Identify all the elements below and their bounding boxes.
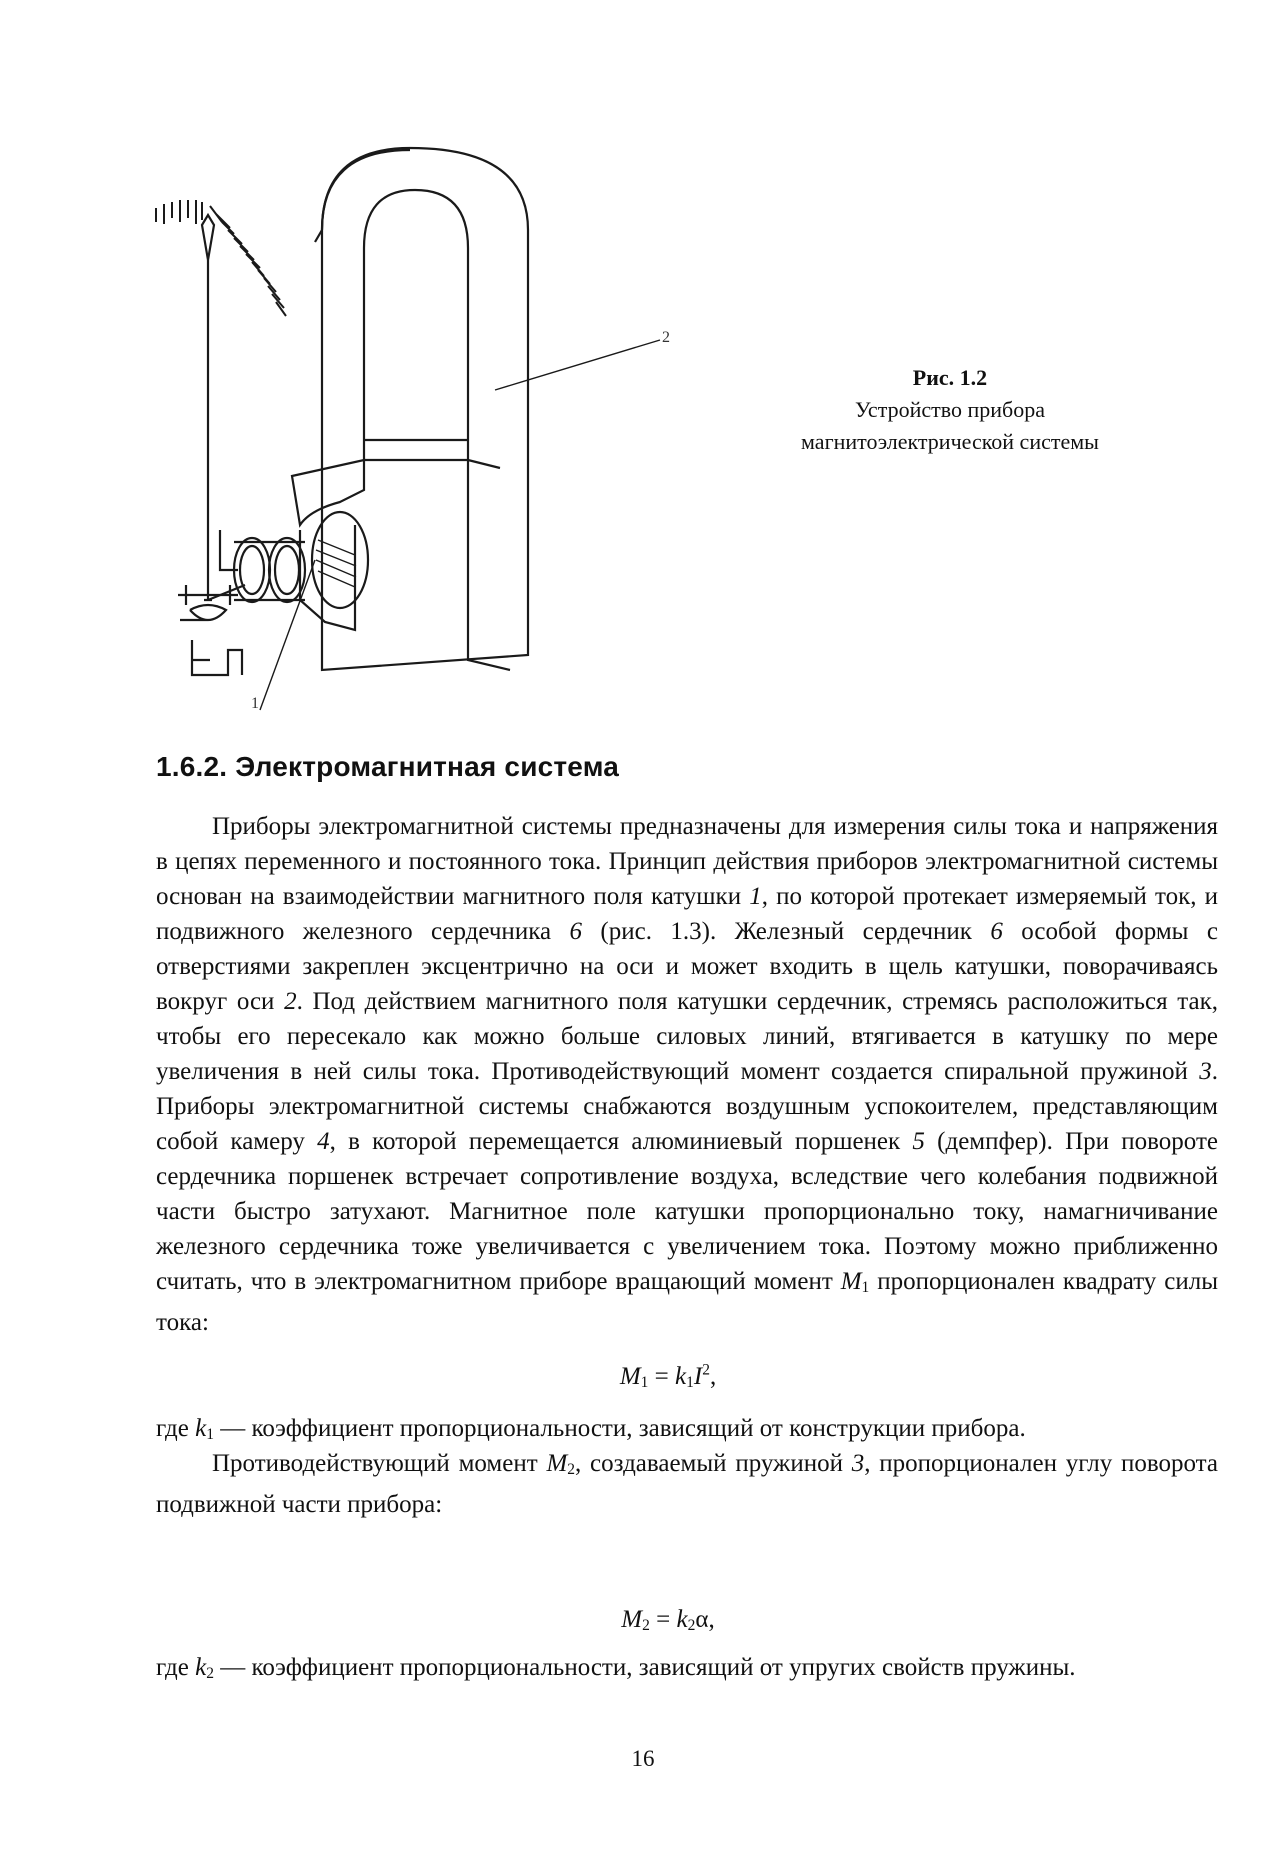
page-number: 16: [631, 1746, 655, 1771]
magnet-inner-step: [364, 440, 468, 460]
scale-ticks: [156, 200, 286, 316]
base-bracket: [192, 640, 242, 675]
paragraph-1: Приборы электромагнитной системы предназначены для измерения силы тока и напряжения в цепях переменного и постоянного тока. Принцип действия приборов электромагнитной системы основан на взаимодействии магнитного поля катушки 1, по которой протекает измеряемый ток, и подвижного железного сердечника 6 (рис. 1.3). Железный сердечник 6 особой формы с отверстиями закреплен эксцентрично на оси и может входить в щель катушки, поворачиваясь вокруг оси 2. Под действием магнитного поля катушки сердечник, стремясь расположиться так, чтобы его пересекало как можно больше силовых линий, втягивается в катушку по мере увеличения в ней силы тока. Противодействующий момент создается спиральной пружиной 3. Приборы электромагнитной системы снабжаются воздушным успокоителем, представляющим собой камеру 4, в которой перемещается алюминиевый поршенек 5 (демпфер). При повороте сердечника поршенек встречает сопротивление воздуха, вследствие чего колебания подвижной части быстро затухают. Магнитное поле катушки пропорционально току, намагничивание железного сердечника тоже увеличивается с увеличением тока. Поэтому можно приближенно считать, что в электромагнитном приборе вращающий момент $M_1$ пропорционален квадрату силы тока:: [156, 813, 1219, 1337]
magnet-side: [315, 150, 410, 242]
pole-shoe-right: [468, 460, 510, 670]
paragraph-2: Противодействующий момент $M_2$, создаваемый пружиной 3, пропорционален углу поворота подвижной части прибора:: [156, 1450, 1218, 1519]
formula-m2-explanation: где $k_2$ — коэффициент пропорциональности, зависящий от упругих свойств пружины.: [156, 1654, 1076, 1683]
magnet-inner: [364, 190, 468, 460]
magnet-outer: [322, 148, 528, 670]
coil-ring-4: [275, 546, 299, 594]
figure-device-drawing: [150, 130, 670, 712]
figure-caption: [760, 362, 1140, 458]
formula-m2: $M_2 = k_2\alpha$,: [621, 1606, 715, 1635]
caption-line-1: Устройство прибора: [855, 397, 1045, 422]
section-heading: 1.6.2. Электромагнитная система: [156, 751, 620, 782]
caption-line-2: магнитоэлектрической системы: [801, 429, 1099, 454]
label-2: 2: [662, 329, 670, 346]
spring-lower: [180, 585, 245, 620]
device-illustration: [150, 130, 670, 712]
formula-m1-explanation: где $k_1$ — коэффициент пропорциональности, зависящий от конструкции прибора.: [156, 1415, 1026, 1444]
label-1: 1: [251, 695, 259, 712]
coil-ring-2: [240, 546, 264, 594]
caption-title: Рис. 1.2: [912, 365, 988, 390]
formula-m1: $M_1 = k_1I^2$,: [619, 1361, 717, 1392]
pointer-axis: [204, 260, 212, 600]
pointer-needle: [202, 215, 214, 260]
leader-line-2: [495, 340, 660, 390]
